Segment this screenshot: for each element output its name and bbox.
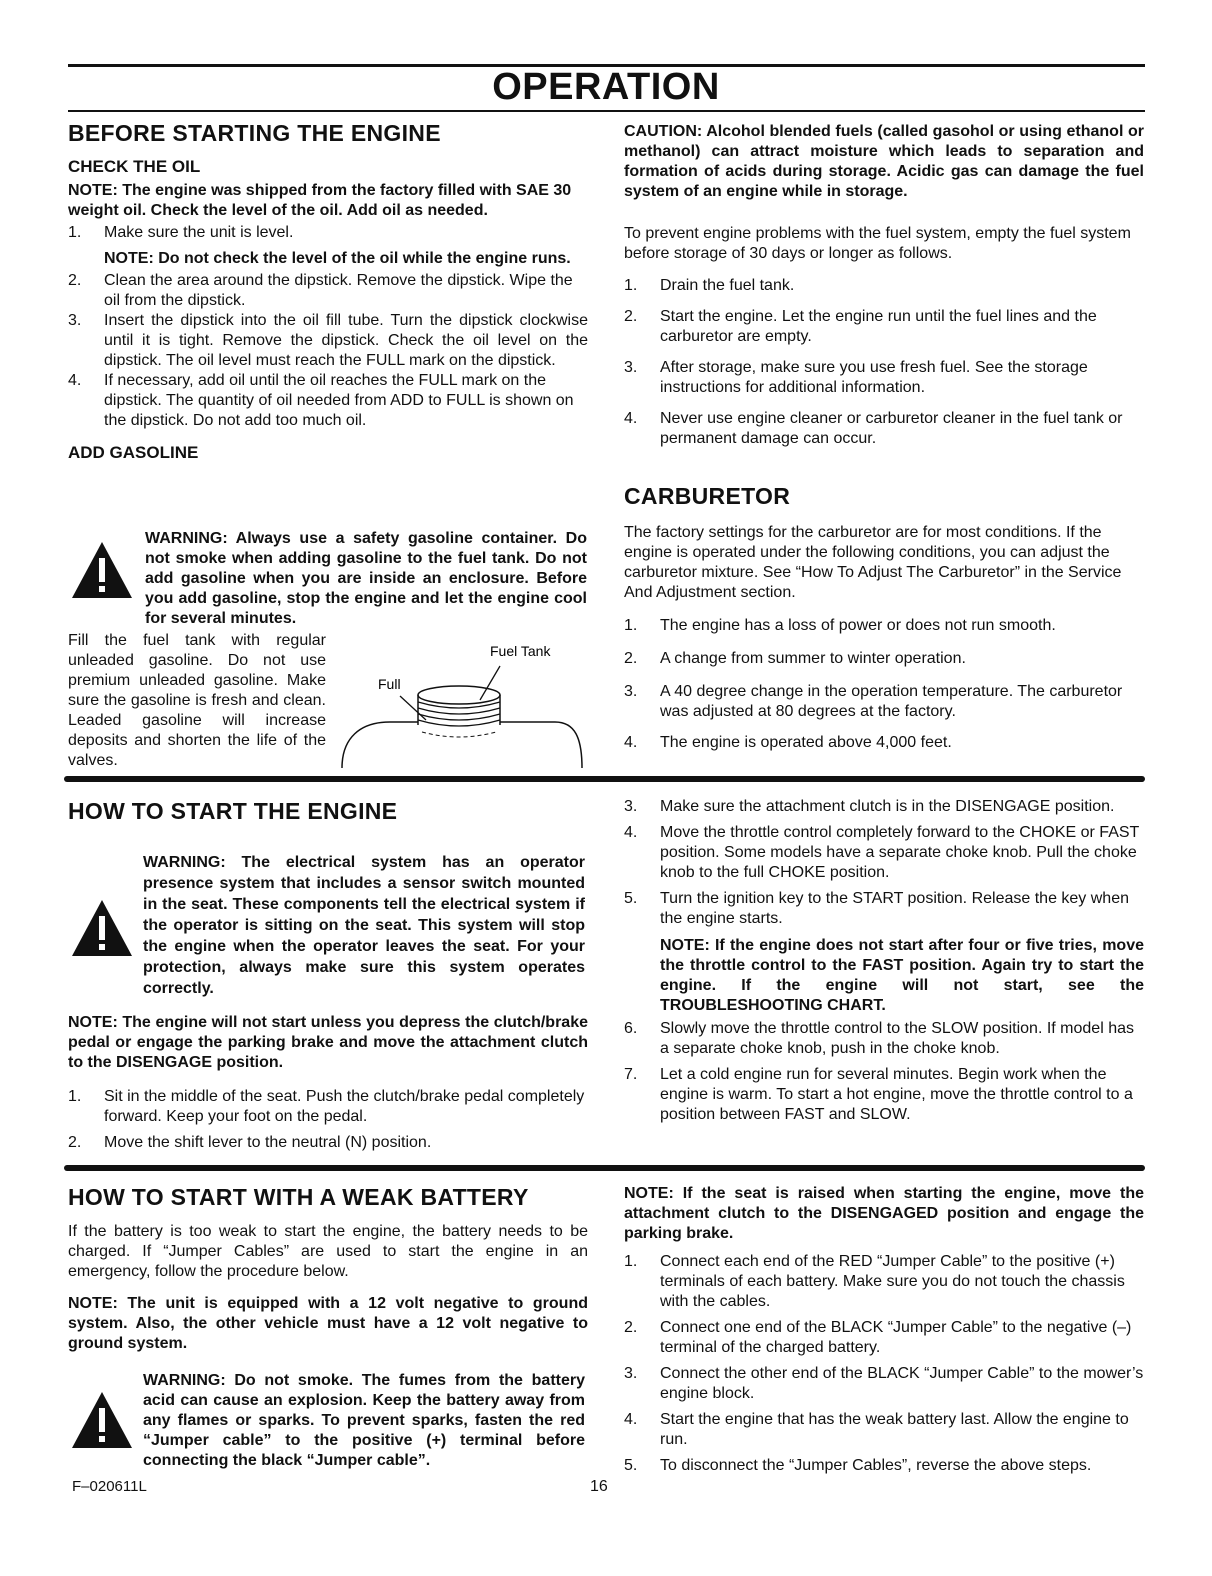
list-item: 4. If necessary, add oil until the oil reaches the FULL mark on the dipstick. The quantity of oil needed from ADD to FULL is shown on the dipstick. Do not add too much oil. (68, 372, 574, 429)
carburetor-heading: CARBURETOR (624, 483, 791, 509)
list-item: 4. Move the throttle control completely forward to the CHOKE or FAST position. Some models have a separate choke knob. Pull the choke knob to the full CHOKE position. (624, 824, 1140, 881)
list-item: 1. The engine has a loss of power or does not run smooth. (624, 617, 1056, 634)
list-item: 2. A change from summer to winter operation. (624, 650, 966, 667)
list-item: 2. Clean the area around the dipstick. Remove the dipstick. Wipe the oil from the dipstick. (68, 272, 573, 309)
weak-battery-note: NOTE: The unit is equipped with a 12 volt negative to ground system. Also, the other vehicle must have a 12 volt negative to ground system. (68, 1295, 588, 1352)
before-starting-section (68, 118, 588, 463)
list-item: 2. Move the shift lever to the neutral (N) position. (68, 1134, 432, 1151)
list-item: 1. Make sure the unit is level. (68, 224, 294, 241)
footer-code: F–020611L (72, 1478, 147, 1495)
caution-steps (624, 276, 1144, 449)
list-item: 4. Start the engine that has the weak battery last. Allow the engine to run. (624, 1411, 1129, 1448)
list-item: 3. Insert the dipstick into the oil fill tube. Turn the dipstick clockwise until it is tight. Remove the dipstick. Check the oil level on the dipstick. The oil level must reach the FULL mark on the dipstick. (68, 312, 588, 369)
caution-text: CAUTION: Alcohol blended fuels (called gasohol or using ethanol or methanol) can attract moisture which leads to separation and formation of acids during storage. Acidic gas can damage the fuel system of an engine while in storage. (624, 123, 1144, 200)
warning-triangle-icon (70, 1390, 134, 1450)
fuel-tank-label: Fuel Tank (490, 643, 551, 659)
start-engine-note: NOTE: The engine will not start unless you depress the clutch/brake pedal or engage the parking brake and move the attachment clutch to the DISENGAGE position. (68, 1014, 588, 1071)
title-underline (68, 110, 1145, 112)
full-label: Full (378, 676, 401, 692)
warning-triangle-icon (70, 898, 134, 958)
step-note: NOTE: If the engine does not start after four or five tries, move the throttle control to the FAST position. Again try to start the engine. If the engine will not start, see the TROUBLESHOOTING CHART. (660, 937, 1144, 1014)
start-steps-left (68, 1087, 588, 1153)
list-item: 1. Sit in the middle of the seat. Push the clutch/brake pedal completely forward. Keep your foot on the pedal. (68, 1088, 585, 1125)
list-item: 4. The engine is operated above 4,000 feet. (624, 734, 952, 751)
list-item: 3. Make sure the attachment clutch is in the DISENGAGE position. (624, 798, 1115, 815)
start-engine-heading: HOW TO START THE ENGINE (68, 798, 398, 824)
list-item: 5. To disconnect the “Jumper Cables”, reverse the above steps. (624, 1457, 1092, 1474)
fuel-tank-diagram (330, 638, 590, 770)
list-item: 3. After storage, make sure you use fresh fuel. See the storage instructions for additional information. (624, 359, 1088, 396)
carburetor-intro: The factory settings for the carburetor are for most conditions. If the engine is operated under the following conditions, you can adjust the carburetor mixture. See “How To Adjust The Carburetor” in the Service And Adjustment section. (624, 524, 1122, 601)
add-gasoline-heading: ADD GASOLINE (68, 443, 199, 462)
carburetor-steps (624, 616, 1144, 753)
start-steps-right (624, 797, 1144, 1125)
weak-battery-steps (624, 1252, 1144, 1476)
list-item: 3. A 40 degree change in the operation temperature. The carburetor was adjusted at 80 degrees at the factory. (624, 683, 1123, 720)
start-engine-warning: WARNING: The electrical system has an operator presence system that includes a sensor switch mounted in the seat. These components tell the electrical system if the operator is sitting on the seat. This system will stop the engine when the operator leaves the seat. For your protection, always make sure this system operates correctly. (143, 854, 585, 997)
section-divider (64, 1165, 1145, 1171)
page-number: 16 (590, 1478, 608, 1495)
list-item: 6. Slowly move the throttle control to the SLOW position. If model has a separate choke knob, push in the choke knob. (624, 1020, 1134, 1057)
list-item: 7. Let a cold engine run for several minutes. Begin work when the engine is warm. To start a hot engine, move the throttle control to a position between FAST and SLOW. (624, 1066, 1133, 1123)
list-item: 1. Connect each end of the RED “Jumper Cable” to the positive (+) terminals of each battery. Make sure you do not touch the chassis with the cables. (624, 1253, 1125, 1310)
list-item: 2. Connect one end of the BLACK “Jumper Cable” to the negative (–) terminal of the charged battery. (624, 1319, 1132, 1356)
step-note: NOTE: Do not check the level of the oil while the engine runs. (104, 250, 571, 267)
weak-battery-note2: NOTE: If the seat is raised when starting the engine, move the attachment clutch to the DISENGAGED position and engage the parking brake. (624, 1185, 1144, 1242)
check-oil-note: NOTE: The engine was shipped from the factory filled with SAE 30 weight oil. Check the level of the oil. Add oil as needed. (68, 182, 572, 219)
before-heading: BEFORE STARTING THE ENGINE (68, 120, 441, 146)
add-gasoline-body: Fill the fuel tank with regular unleaded gasoline. Do not use premium unleaded gasoline. Make sure the gasoline is fresh and clean. Leaded gasoline will increase deposits and shorten the life of the valves. (68, 632, 326, 769)
list-item: 1. Drain the fuel tank. (624, 277, 795, 294)
list-item: 3. Connect the other end of the BLACK “Jumper Cable” to the mower’s engine block. (624, 1365, 1144, 1402)
add-gasoline-warning: WARNING: Always use a safety gasoline container. Do not smoke when adding gasoline to the fuel tank. Do not add gasoline when you are inside an enclosure. Before you add gasoline, stop the engine and let the engine cool for several minutes. (145, 530, 587, 627)
warning-triangle-icon (70, 540, 134, 600)
list-item: 2. Start the engine. Let the engine run until the fuel lines and the carburetor are empty. (624, 308, 1097, 345)
weak-battery-warning: WARNING: Do not smoke. The fumes from the battery acid can cause an explosion. Keep the battery away from any flames or sparks. To prevent sparks, fasten the red “Jumper cable” to the positive (+) terminal before connecting the black “Jumper cable”. (143, 1372, 585, 1469)
section-divider (64, 776, 1145, 782)
caution-intro: To prevent engine problems with the fuel system, empty the fuel system before storage of 30 days or longer as follows. (624, 225, 1131, 262)
check-oil-heading: CHECK THE OIL (68, 157, 201, 176)
list-item: 4. Never use engine cleaner or carburetor cleaner in the fuel tank or permanent damage can occur. (624, 410, 1123, 447)
weak-battery-intro: If the battery is too weak to start the engine, the battery needs to be charged. If “Jumper Cables” are used to start the engine in an emergency, follow the procedure below. (68, 1223, 588, 1280)
caution-section (624, 122, 1144, 753)
list-item: 5. Turn the ignition key to the START position. Release the key when the engine starts. (624, 890, 1129, 927)
list-item (624, 936, 1144, 1016)
list-item (68, 249, 588, 269)
page-title: OPERATION (492, 66, 720, 108)
weak-battery-heading: HOW TO START WITH A WEAK BATTERY (68, 1184, 529, 1210)
check-oil-steps (68, 223, 588, 431)
